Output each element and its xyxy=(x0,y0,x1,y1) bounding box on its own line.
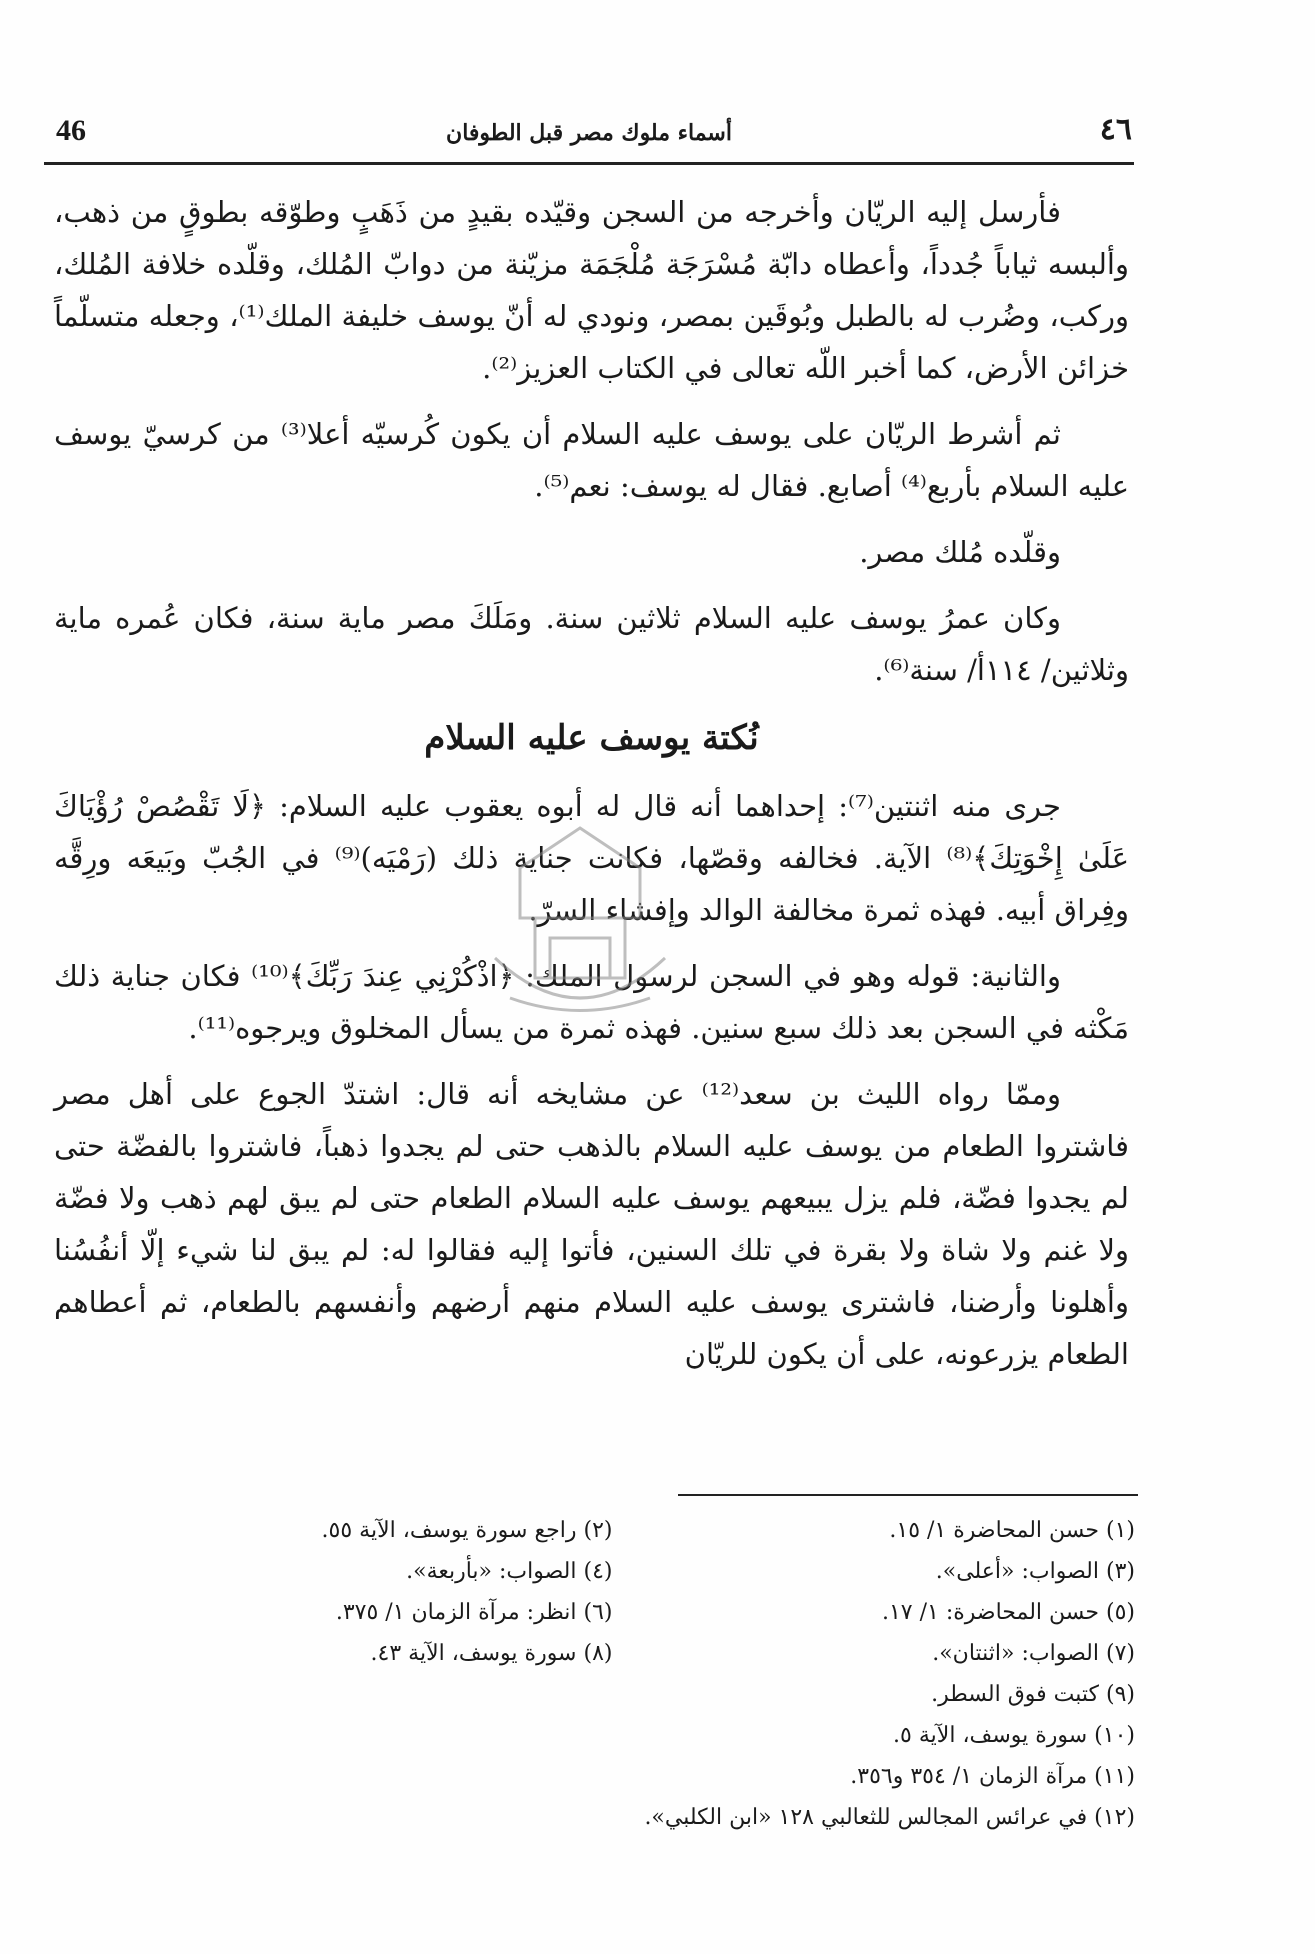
footnote: (١) حسن المحاضرة ١/ ١٥. xyxy=(889,1518,1135,1543)
running-title: أسماء ملوك مصر قبل الطوفان xyxy=(446,120,732,146)
footnote: (٨) سورة يوسف، الآية ٤٣. xyxy=(370,1641,613,1666)
footnote: (٥) حسن المحاضرة: ١/ ١٧. xyxy=(881,1600,1135,1625)
main-text xyxy=(54,186,1129,1394)
footnotes xyxy=(130,1510,1135,1838)
paragraph: جرى منه اثنتين⁽⁷⁾: إحداهما أنه قال له أبوه يعقوب عليه السلام: ﴿لَا تَقْصُصْ رُؤْيَاكَ عَلَىٰ إِخْوَتِكَ﴾⁽⁸⁾ الآية. فخالفه وقصّها، فكانت جناية ذلك (رَمْيَه)⁽⁹⁾ في الجُبّ وبَيعَه ورِقَّه وفِراق أبيه. فهذه ثمرة مخالفة الوالد وإفشاء السرّ. xyxy=(54,789,1130,927)
paragraph: ثم أشرط الريّان على يوسف عليه السلام أن يكون كُرسيّه أعلا⁽³⁾ من كرسيّ يوسف عليه السلام بأربع⁽⁴⁾ أصابع. فقال له يوسف: نعم⁽⁵⁾. xyxy=(54,417,1129,503)
footnote: (٦) انظر: مرآة الزمان ١/ ٣٧٥. xyxy=(335,1600,613,1625)
footnote: (٢) راجع سورة يوسف، الآية ٥٥. xyxy=(321,1518,613,1543)
footnote: (٣) الصواب: «أعلى». xyxy=(935,1559,1135,1584)
paragraph: وممّا رواه الليث بن سعد⁽¹²⁾ عن مشايخه أنه قال: اشتدّ الجوع على أهل مصر فاشتروا الطعام من يوسف عليه السلام بالذهب حتى لم يجدوا ذهباً، فاشتروا بالفضّة حتى لم يجدوا فضّة، فلم يزل يبيعهم يوسف عليه السلام الطعام حتى لم يبق لهم ذهب ولا فضّة ولا غنم ولا شاة ولا بقرة في تلك السنين، فأتوا إليه فقالوا له: لم يبق لنا شيء إلّا أنفُسُنا وأهلونا وأرضنا، فاشترى يوسف عليه السلام منهم أرضهم وأنفسهم بالطعام، ثم أعطاهم الطعام يزرعونه، على أن يكون للريّان xyxy=(54,1077,1129,1371)
paragraph: وقلّده مُلك مصر. xyxy=(859,535,1061,569)
page-header xyxy=(44,108,1134,160)
footnote: (٩) كتبت فوق السطر. xyxy=(931,1682,1135,1707)
footnotes-two-column xyxy=(130,1510,1135,1674)
page-number-latin: 46 xyxy=(56,114,86,147)
header-rule xyxy=(44,162,1134,165)
footnote: (١٠) سورة يوسف، الآية ٥. xyxy=(893,1723,1135,1748)
paragraph: وكان عمرُ يوسف عليه السلام ثلاثين سنة. ومَلَكَ مصر ماية سنة، فكان عُمره ماية وثلاثين/ ١١٤أ/ سنة⁽⁶⁾. xyxy=(54,601,1129,687)
page-number-arabic: ٤٦ xyxy=(1099,112,1132,147)
footnote: (١١) مرآة الزمان ١/ ٣٥٤ و٣٥٦. xyxy=(850,1764,1135,1789)
section-heading: نُكتة يوسف عليه السلام xyxy=(424,718,759,758)
footnote: (٤) الصواب: «بأربعة». xyxy=(406,1559,613,1584)
paragraph: فأرسل إليه الريّان وأخرجه من السجن وقيّده بقيدٍ من ذَهَبٍ وطوّقه بطوقٍ من ذهب، وألبسه ثياباً جُدداً، وأعطاه دابّة مُسْرَجَة مُلْجَمَة مزيّنة من دوابّ المُلك، وقلّده خلافة المُلك، وركب، وضُرب له بالطبل وبُوقَين بمصر، ونودي له أنّ يوسف خليفة الملك⁽¹⁾، وجعله متسلّماً خزائن الأرض، كما أخبر اللّه تعالى في الكتاب العزيز⁽²⁾. xyxy=(54,195,1129,385)
footnote-rule xyxy=(678,1494,1138,1496)
footnote: (١٢) في عرائس المجالس للثعالبي ١٢٨ «ابن الكلبي». xyxy=(644,1805,1135,1830)
paragraph: والثانية: قوله وهو في السجن لرسول الملك: ﴿اذْكُرْنِي عِندَ رَبِّكَ﴾⁽¹⁰⁾ فكان جناية ذلك مَكْثه في السجن بعد ذلك سبع سنين. فهذه ثمرة من يسأل المخلوق ويرجوه⁽¹¹⁾. xyxy=(54,959,1129,1045)
library-stamp-watermark xyxy=(455,808,705,1048)
footnote: (٧) الصواب: «اثنتان». xyxy=(932,1641,1135,1666)
